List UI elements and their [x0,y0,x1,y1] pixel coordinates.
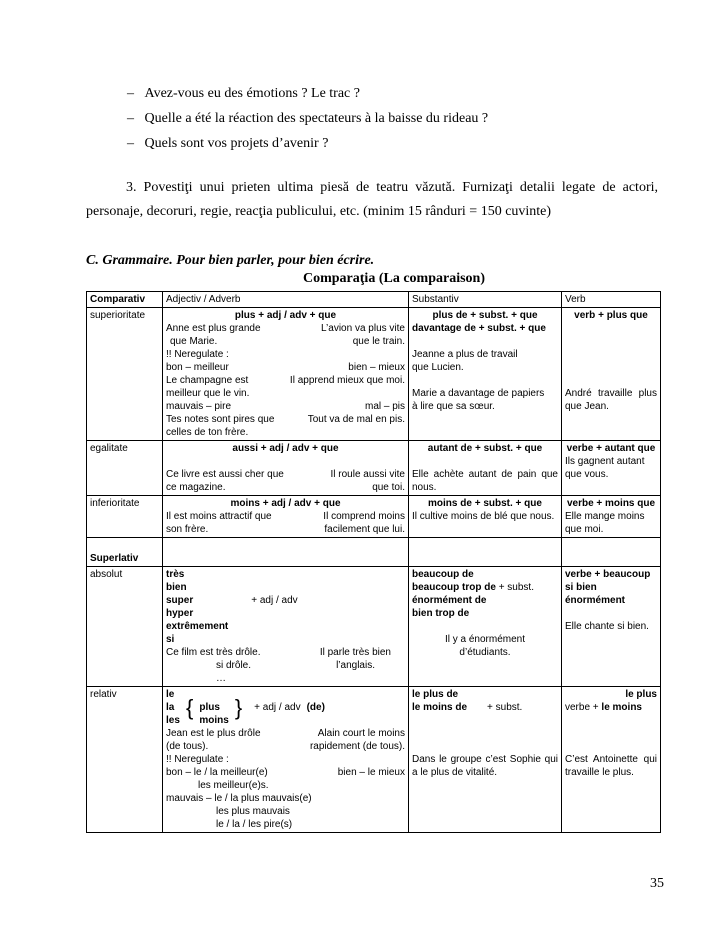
page-number: 35 [650,876,664,891]
label-inferioritate: inferioritate [87,496,163,538]
ega-subst-cell: autant de + subst. + que Elle achète autant de pain que nous. [409,441,562,496]
question-3: – Quels sont vos projets d’avenir ? [127,136,329,151]
rel-verb-cell: le plus verbe + le moins C’est Antoinette qui travaille le plus. [562,687,661,833]
row-egalitate [87,441,661,496]
label-relativ: relativ [87,687,163,833]
exercise-paragraph: 3. Povestiţi unui prieten ultima piesă de teatru văzută. Furnizaţi detalii legate de actori, personaje, decoruri, regie, reacţia publicului, etc. (minim 15 rânduri = 150 cuvinte) [86,180,658,219]
inf-subst-cell: moins de + subst. + que Il cultive moins de blé que nous. [409,496,562,538]
row-absolut [87,567,661,687]
abs-adj-cell: très bien super + adj / adv hyper extrêmement si Ce film est très drôle. Il parle très bien si drôle. l’anglais. … [163,567,409,687]
comparison-table [86,291,661,833]
question-1: – Avez-vous eu des émotions ? Le trac ? [127,86,360,101]
table-title: Comparaţia (La comparaison) [303,271,485,286]
row-inferioritate [87,496,661,538]
sup-verb-cell: verb + plus que André travaille plus que Jean. [562,308,661,441]
rel-subst-cell: le plus de le moins de + subst. Dans le groupe c’est Sophie qui a le plus de vitalité. [409,687,562,833]
header-adjectiv: Adjectiv / Adverb [163,292,409,308]
label-absolut: absolut [87,567,163,687]
right-brace-icon: } [234,694,243,720]
sup-subst-cell: plus de + subst. + que davantage de + subst. + que Jeanne a plus de travail que Lucien. Marie a davantage de papiers à lire que sa sœur. [409,308,562,441]
label-superlativ: Superlativ [87,538,163,567]
ega-verb-cell: verbe + autant que Ils gagnent autant que vous. [562,441,661,496]
abs-subst-cell: beaucoup de beaucoup trop de + subst. énormément de bien trop de Il y a énormément d’étudiants. [409,567,562,687]
row-superlativ-header [87,538,661,567]
inf-verb-cell: verbe + moins que Elle mange moins que moi. [562,496,661,538]
label-egalitate: egalitate [87,441,163,496]
label-superioritate: superioritate [87,308,163,441]
header-comparativ: Comparativ [87,292,163,308]
header-verb: Verb [562,292,661,308]
abs-verb-cell: verbe + beaucoup si bien énormément Elle chante si bien. [562,567,661,687]
sup-adj-cell: plus + adj / adv + que Anne est plus grande L’avion va plus vite que Marie. que le train. !! Neregulate : bon – meilleur bien – mieux Le champagne est Il apprend mieux que moi. meilleur que le vin. mauvais – pire mal – pis Tes notes sont pires que Tout va de mal en pis. celles de ton frère. [163,308,409,441]
rel-adj-cell: le la les { plus moins } + adj / adv (de) Jean est le plus drôle Alain court le moins (de tous). rapidement (de tous). !! Neregulate : bon – le / la meilleur(e) bien – le mieux les meilleur(e)s. mauvais – le / la plus mauvais(e) les plus mauvais le / la / les pire(s) [163,687,409,833]
table-header-row [87,292,661,308]
row-relativ [87,687,661,833]
question-2: – Quelle a été la réaction des spectateurs à la baisse du rideau ? [127,111,489,126]
header-substantiv: Substantiv [409,292,562,308]
left-brace-icon: { [186,694,194,720]
inf-adj-cell: moins + adj / adv + que Il est moins attractif que Il comprend moins son frère. facilement que lui. [163,496,409,538]
row-superioritate [87,308,661,441]
ega-adj-cell: aussi + adj / adv + que Ce livre est aussi cher que Il roule aussi vite ce magazine. que toi. [163,441,409,496]
section-heading: C. Grammaire. Pour bien parler, pour bien écrire. [86,253,375,268]
